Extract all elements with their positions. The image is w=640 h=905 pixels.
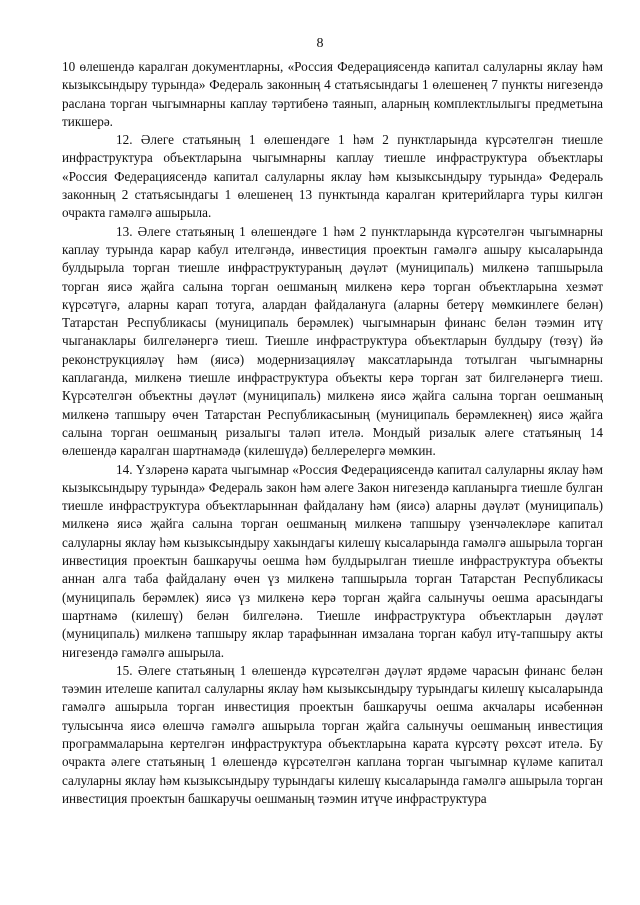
paragraph-13: 13. Әлеге статьяның 1 өлешендәге 1 һәм 2 пунктларында күрсәтелгән чыгымнарны каплау турында карар кабул ителгәндә, инвестиция проектын гамәлгә ашыру кысаларында булдырыла торган тиешле инфраструктураның дәүләт (муниципаль) милкенә тапшырыла торган яисә җайга салына торган оешманың милкенә керә торган объектларына хезмәт күрсәтүгә, аларны карап тотуга, алардан файдалануга (аларны бетерү мөмкинлеге белән) Татарстан Республикасы (муниципаль берәмлек) чыгымнарын финанс белән тәэмин итү чыганаклары билгеләнергә тиеш. Тиешле инфраструктура объектларын булдыру (төзү) йә реконструкцияләү һәм (яисә) модернизацияләү максатларында тотылган чыгымнарны каплаганда, милкенә тиешле инфраструктура объекты керә торган зат билгеләнергә тиеш. Күрсәтелгән объектны дәүләт (муниципаль) милкенә яисә җайга салына торган оешманың милкенә тапшыру өчен Татарстан Республикасының (муниципаль берәмлекнең) яисә җайга салына торган оешманың ризалыгы таләп ителә. Мондый ризалык әлеге статьяның 14 өлешендә каралган шартнамәдә (килешүдә) беллерелергә мөмкин.	[62, 223, 603, 459]
page-number: 8	[316, 36, 324, 51]
paragraph-14: 14. Үзләренә карата чыгымнар «Россия Федерациясендә капитал салуларны яклау һәм кызыксындыру турында» Федераль закон һәм әлеге Закон нигезендә капланырга тиешле булган тиешле инфраструктура объектларыннан файдалану һәм (яисә) аларны дәүләт (муниципаль) милкенә яисә җайга салына торган оешманың милкенә тапшыру үзенчәлекләре капитал салуларны яклау һәм кызыксындыру хакындагы килешү кысаларында гамәлгә ашырыла торган инвестиция проектын башкаручы оешма һәм булдырылган тиешле инфраструктура объекты аннан алга таба файдалану өчен үз милкенә тапшырыла торган Татарстан Республикасы (муниципаль берәмлек) яисә үз милкенә керә торган җайга салынучы оешма арасындагы шартнамә (килешү) белән билгеләнә. Тиешле инфраструктура объектларын дәүләт (муниципаль) милкенә тапшыру яклар тарафыннан имзалана торган кабул итү-тапшыру акты нигезендә гамәлгә ашырыла.	[62, 461, 603, 660]
paragraph-12: 12. Әлеге статьяның 1 өлешендәге 1 һәм 2 пунктларында күрсәтелгән тиешле инфраструктура объектларына чыгымнарны каплау тиешле инфраструктура объектлары «Россия Федерациясендә капитал салуларны яклау һәм кызыксындыру турында» Федераль законның 2 статьясындагы 1 өлешенең 13 пунктында каралган критерийларга туры килгән очракта гамәлгә ашырыла.	[62, 132, 603, 221]
document-body	[62, 58, 603, 808]
paragraph-15: 15. Әлеге статьяның 1 өлешендә күрсәтелгән дәүләт ярдәме чарасын финанс белән тәэмин ителеше капитал салуларны яклау һәм кызыксындыру турындагы килешү кысаларында гамәлгә ашырыла торган инвестиция проектын башкаручы оешма акчалары исәбеннән тулысынча яисә өлешчә гамәлгә ашырыла торган җайга салынучы оешманың инвестиция программаларына кертелгән инфраструктура объектларына карата күрсәтү рөхсәт ителә. Бу очракта әлеге статьяның 1 өлешендә күрсәтелгән каплана торган чыгымнар күләме капитал салуларны яклау һәм кызыксындыру турындагы килешү кысаларында гамәлгә ашырыла торган инвестиция проектын башкаручы оешманың тәэмин итүче инфраструктура	[62, 662, 603, 806]
paragraph-continuation: 10 өлешендә каралган документларны, «Россия Федерациясендә капитал салуларны яклау һәм кызыксындыру турында» Федераль законның 4 статьясындагы 1 өлешенең 7 пункты нигезендә раслана торган чыгымнарны каплау тәртибенә таянып, аларның комплектлылыгы предметына тикшерә.	[62, 59, 603, 129]
